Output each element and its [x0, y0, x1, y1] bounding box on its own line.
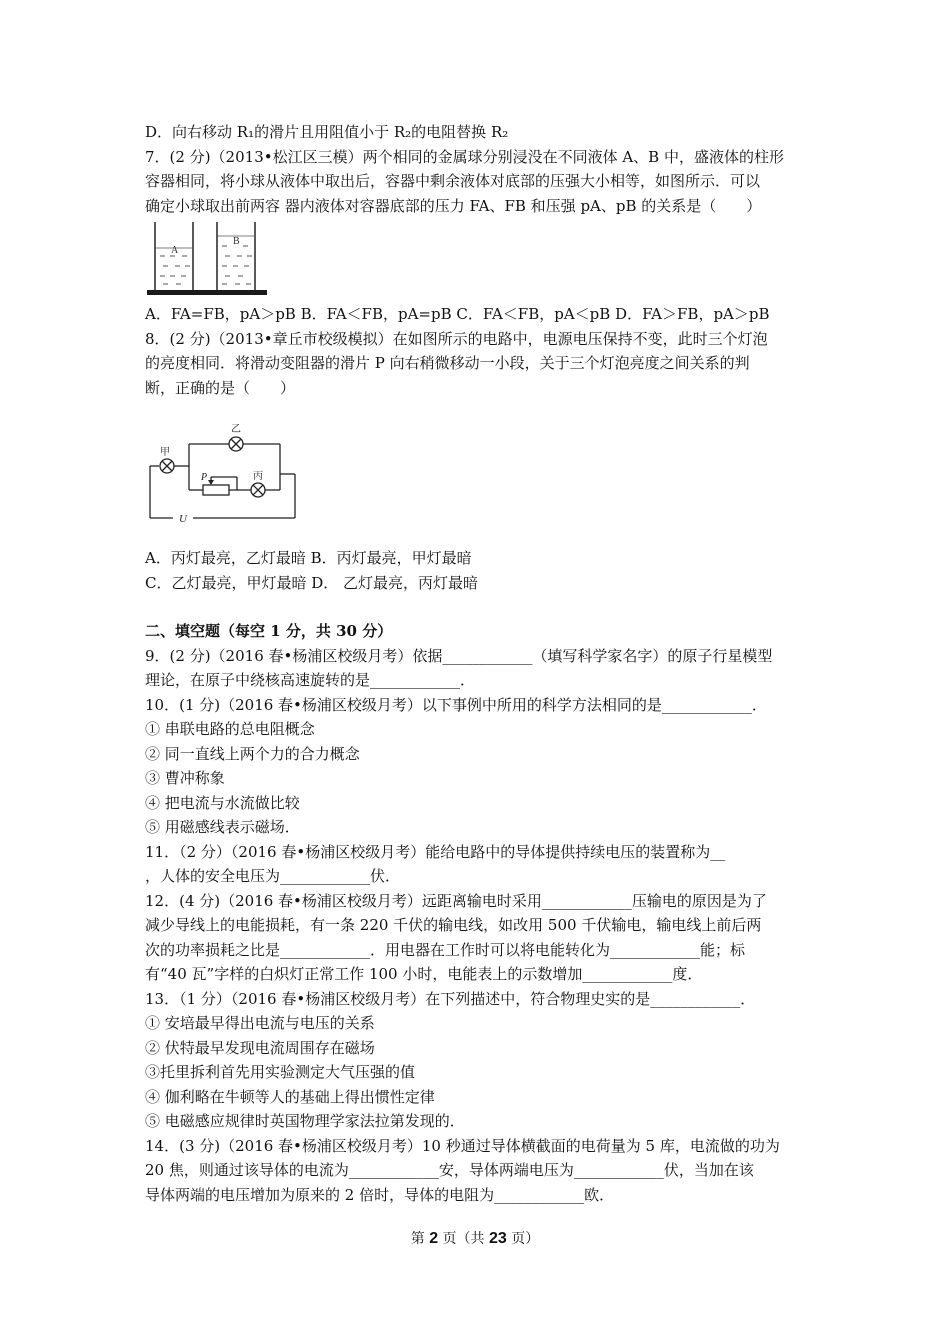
- q7-options: A．FA=FB，pA＞pB B．FA＜FB，pA=pB C．FA＜FB，pA＜pB D．FA＞FB，pA＞pB: [145, 305, 770, 323]
- q14-line-2: 20 焦，则通过该导体的电流为____________安，导体两端电压为____________伏，当加在该: [145, 1161, 754, 1179]
- q12-line-2: 减少导线上的电能损耗，有一条 220 千伏的输电线，如改用 500 千伏输电，输电线上前后两: [145, 916, 762, 934]
- q8-line-1: 8．(2 分)（2013•章丘市校级模拟）在如图所示的电路中，电源电压保持不变，此时三个灯泡: [145, 329, 768, 348]
- q13-item-5: ⑤ 电磁感应规律时英国物理学家法拉第发现的．: [145, 1112, 465, 1130]
- label-a: A: [171, 245, 179, 256]
- footer-post: 页）: [511, 1231, 540, 1247]
- q8-circuit-figure: [145, 400, 815, 546]
- page-footer: [0, 1228, 950, 1248]
- label-yi: 乙: [231, 424, 241, 435]
- q13-item-4: ④ 伽利略在牛顿等人的基础上得出惯性定律: [145, 1087, 435, 1106]
- q10-item-4: ④ 把电流与水流做比较: [145, 793, 300, 812]
- q9-line-2: 理论，在原子中绕核高速旋转的是____________．: [145, 671, 476, 689]
- footer-total-pages: 23: [489, 1230, 507, 1247]
- q8-options-2: C．乙灯最亮，甲灯最暗 D． 乙灯最亮，丙灯最暗: [145, 573, 479, 592]
- footer-mid: 页（共: [442, 1231, 485, 1247]
- containers-diagram: [145, 220, 270, 302]
- q8-line-3: 断，正确的是（ ）: [145, 378, 296, 397]
- q7-line-3: 确定小球取出前两容 器内液体对容器底部的压力 FA、FB 和压强 pA、pB 的关系是（ ）: [145, 196, 762, 215]
- q10-item-1: ① 串联电路的总电阻概念: [145, 720, 315, 738]
- q14-line-1: 14．(3 分)（2016 春•杨浦区校级月考）10 秒通过导体横截面的电荷量为 5 库，电流做的功为: [145, 1136, 780, 1155]
- q12-line-3: 次的功率损耗之比是____________．用电器在工作时可以将电能转化为____________能；标: [145, 940, 746, 959]
- page-content: [145, 120, 815, 1207]
- label-p: P: [201, 472, 208, 483]
- q13-item-3: ③托里拆利首先用实验测定大气压强的值: [145, 1063, 416, 1081]
- q12-line-4: 有“40 瓦”字样的白炽灯正常工作 100 小时，电能表上的示数增加____________度．: [145, 965, 703, 983]
- q11-line-1: 11．（2 分）（2016 春•杨浦区校级月考）能给电路中的导体提供持续电压的装置称为__: [145, 842, 726, 861]
- q10-item-5: ⑤ 用磁感线表示磁场．: [145, 818, 300, 836]
- q10-item-2: ② 同一直线上两个力的合力概念: [145, 744, 360, 763]
- q10-item-3: ③ 曹冲称象: [145, 769, 225, 787]
- label-bing: 丙: [253, 471, 263, 482]
- section-heading: 二、填空题（每空 1 分，共 30 分）: [145, 622, 393, 640]
- q7-line-2: 容器相同，将小球从液体中取出后，容器中剩余液体对底部的压强大小相等，如图所示．可以: [145, 172, 761, 190]
- q8-options-1: A．丙灯最亮，乙灯最暗 B．丙灯最亮，甲灯最暗: [145, 549, 472, 567]
- q12-line-1: 12．(4 分)（2016 春•杨浦区校级月考）远距离输电时采用____________压输电的原因是为了: [145, 891, 767, 910]
- q7-figure: [145, 218, 815, 302]
- q13-item-2: ② 伏特最早发现电流周围存在磁场: [145, 1038, 375, 1057]
- label-u: U: [179, 513, 187, 525]
- q7-line-1: 7．(2 分)（2013•松江区三模）两个相同的金属球分别浸没在不同液体 A、B 中，盛液体的柱形: [145, 147, 784, 166]
- footer-page-number: 2: [429, 1230, 439, 1247]
- q6-option-d: D．向右移动 R₁的滑片且用阻值小于 R₂的电阻替换 R₂: [145, 123, 509, 141]
- q13-item-1: ① 安培最早得出电流与电压的关系: [145, 1014, 375, 1032]
- label-b: B: [233, 236, 240, 247]
- q8-line-2: 的亮度相同．将滑动变阻器的滑片 P 向右稍微移动一小段，关于三个灯泡亮度之间关系的判: [145, 354, 750, 372]
- q9-line-1: 9．(2 分)（2016 春•杨浦区校级月考）依据____________（填写科学家名字）的原子行星模型: [145, 646, 773, 665]
- label-jia: 甲: [160, 447, 170, 458]
- q11-line-2: ，人体的安全电压为____________伏．: [145, 867, 401, 885]
- q10-line: 10．(1 分)（2016 春•杨浦区校级月考）以下事例中所用的科学方法相同的是____________．: [145, 695, 767, 714]
- q13-line: 13．（1 分）（2016 春•杨浦区校级月考）在下列描述中，符合物理史实的是____________．: [145, 989, 756, 1008]
- q14-line-3: 导体两端的电压增加为原来的 2 倍时，导体的电阻为____________欧．: [145, 1185, 615, 1204]
- footer-pre: 第: [410, 1231, 425, 1247]
- circuit-diagram: [145, 422, 305, 532]
